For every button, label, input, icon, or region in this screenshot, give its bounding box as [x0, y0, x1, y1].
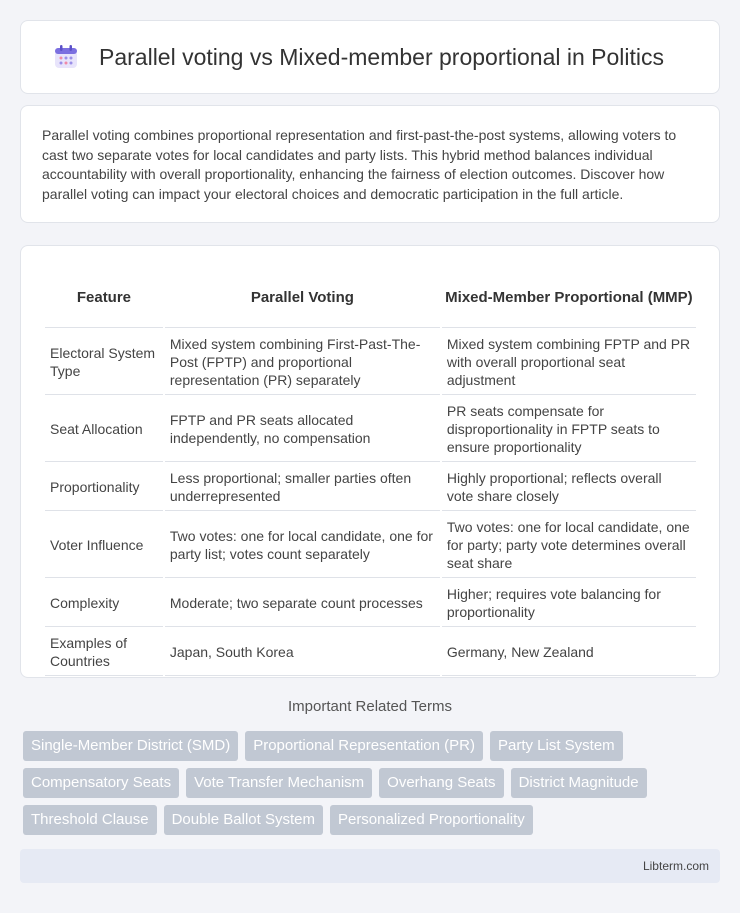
related-term-tag[interactable]: Party List System [490, 731, 623, 761]
footer-site-name[interactable]: Libterm.com [642, 859, 709, 873]
related-term-tag[interactable]: Threshold Clause [23, 805, 157, 835]
row-feature: Complexity [45, 580, 163, 627]
related-term-tag[interactable]: District Magnitude [511, 768, 647, 798]
intro-card [20, 105, 720, 223]
row-feature: Seat Allocation [45, 397, 163, 462]
calendar-icon [52, 43, 80, 71]
row-feature: Proportionality [45, 464, 163, 511]
table-header-row [45, 268, 696, 328]
row-mmp: Two votes: one for local candidate, one for party; party vote determines overall seat share [442, 513, 696, 578]
related-term-tag[interactable]: Proportional Representation (PR) [245, 731, 483, 761]
row-parallel: FPTP and PR seats allocated independently, no compensation [165, 397, 440, 462]
tag-row [23, 731, 723, 761]
table-row [45, 513, 696, 578]
row-mmp: Germany, New Zealand [442, 629, 696, 676]
related-term-tag[interactable]: Personalized Proportionality [330, 805, 533, 835]
table-row [45, 580, 696, 627]
page-title: Parallel voting vs Mixed-member proportional in Politics [99, 43, 665, 70]
table-row [45, 330, 696, 395]
footer [20, 849, 720, 883]
tag-row [23, 805, 723, 835]
related-terms-tags [23, 731, 723, 842]
tag-row [23, 768, 723, 798]
header-parallel-voting: Parallel Voting [165, 268, 440, 328]
header-feature: Feature [45, 268, 163, 328]
row-parallel: Two votes: one for local candidate, one for party list; votes count separately [165, 513, 440, 578]
related-term-tag[interactable]: Compensatory Seats [23, 768, 179, 798]
intro-paragraph: Parallel voting combines proportional representation and first-past-the-post systems, allowing voters to cast two separate votes for local candidates and party lists. This hybrid method balances individual accountability with overall proportionality, enhancing the fairness of election outcomes. Discover how parallel voting can impact your electoral choices and democratic participation in the full article. [42, 127, 677, 202]
row-parallel: Moderate; two separate count processes [165, 580, 440, 627]
related-term-tag[interactable]: Vote Transfer Mechanism [186, 768, 372, 798]
row-mmp: Higher; requires vote balancing for proportionality [442, 580, 696, 627]
related-term-tag[interactable]: Double Ballot System [164, 805, 323, 835]
comparison-table [43, 266, 698, 678]
related-term-tag[interactable]: Overhang Seats [379, 768, 503, 798]
row-parallel: Japan, South Korea [165, 629, 440, 676]
row-mmp: Mixed system combining FPTP and PR with overall proportional seat adjustment [442, 330, 696, 395]
row-feature: Electoral System Type [45, 330, 163, 395]
related-terms-title: Important Related Terms [288, 698, 452, 715]
table-row [45, 629, 696, 676]
title-card [20, 20, 720, 94]
table-row [45, 397, 696, 462]
row-parallel: Mixed system combining First-Past-The-Post (FPTP) and proportional representation (PR) separately [165, 330, 440, 395]
row-feature: Voter Influence [45, 513, 163, 578]
comparison-table-card [20, 245, 720, 678]
row-mmp: PR seats compensate for disproportionality in FPTP seats to ensure proportionality [442, 397, 696, 462]
row-parallel: Less proportional; smaller parties often underrepresented [165, 464, 440, 511]
row-feature: Examples of Countries [45, 629, 163, 676]
header-mmp: Mixed-Member Proportional (MMP) [442, 268, 696, 328]
table-row [45, 464, 696, 511]
row-mmp: Highly proportional; reflects overall vote share closely [442, 464, 696, 511]
related-term-tag[interactable]: Single-Member District (SMD) [23, 731, 238, 761]
